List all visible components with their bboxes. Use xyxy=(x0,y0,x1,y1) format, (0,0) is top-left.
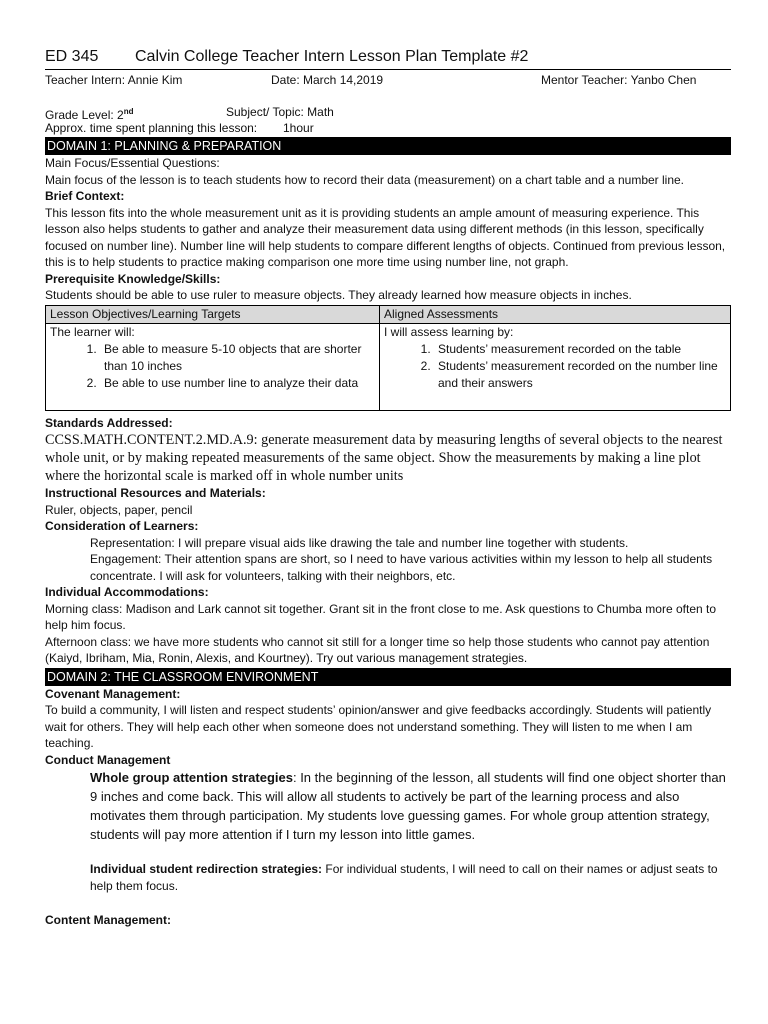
covenant-heading: Covenant Management: xyxy=(45,686,181,701)
individual-strategy xyxy=(45,861,731,894)
assessments-intro: I will assess learning by: xyxy=(384,324,514,339)
intern-info-row xyxy=(45,70,731,88)
resources-heading: Instructional Resources and Materials: xyxy=(45,486,266,500)
assessment-item: 1. Students’ measurement recorded on the table xyxy=(434,341,726,358)
content-management-heading: Content Management: xyxy=(45,913,171,927)
objectives-col-header: Lesson Objectives/Learning Targets xyxy=(46,305,380,323)
domain1-body-continued xyxy=(45,415,731,667)
focus-text: Main focus of the lesson is to teach students how to record their data (measurement) on a chart table and a number line. xyxy=(45,172,685,187)
teacher-intern: Teacher Intern: Annie Kim xyxy=(45,73,183,87)
lesson-plan-page xyxy=(45,46,731,929)
focus-heading: Main Focus/Essential Questions: xyxy=(45,156,220,170)
domain1-body xyxy=(45,155,731,304)
accommodations-heading: Individual Accommodations: xyxy=(45,585,209,599)
prereq-heading: Prerequisite Knowledge/Skills: xyxy=(45,271,221,286)
standards-heading: Standards Addressed: xyxy=(45,415,173,430)
conduct-heading: Conduct Management xyxy=(45,752,171,767)
objective-item: 1. Be able to measure 5-10 objects that are shorter than 10 inches xyxy=(100,341,375,375)
assessments-col-header: Aligned Assessments xyxy=(380,305,731,323)
assessment-item: 2. Students’ measurement recorded on the number line and their answers xyxy=(434,358,726,392)
representation-text: Representation: I will prepare visual aids like drawing the tale and number line together with students. xyxy=(90,535,629,550)
whole-group-strategy xyxy=(45,768,731,844)
planning-time-row xyxy=(45,120,731,136)
spacer xyxy=(45,894,731,912)
lesson-date: Date: March 14,2019 xyxy=(271,73,384,87)
objectives-table-row xyxy=(46,323,731,410)
standards-text: CCSS.MATH.CONTENT.2.MD.A.9: generate measurement data by measuring lengths of several objects to the nearest whole unit, or by making repeated measurements of the same object. Show the measurements by making a line plot where the horizontal scale is marked off in whole number units xyxy=(45,432,723,484)
morning-class-text: Morning class: Madison and Lark cannot sit together. Grant sit in the front close to me. Ask questions to Chumba more often to help him focus. xyxy=(45,601,717,632)
subject-topic: Subject/ Topic: Math xyxy=(226,105,334,119)
objective-item: 2. Be able to use number line to analyze their data xyxy=(100,375,375,392)
afternoon-class-text: Afternoon class: we have more students who cannot sit still for a longer time so help those students who cannot pay attention (Kaiyd, Ibriham, Mia, Ronin, Alexis, and Kourtney). Try out various management strategies. xyxy=(45,634,710,665)
covenant-text: To build a community, I will listen and respect students’ opinion/answer and give feedbacks accordingly. Students will patiently wait for others. They will help each other when someone does not understand something. They will listen to me when I am teaching. xyxy=(45,703,712,750)
objectives-table-header xyxy=(46,305,731,323)
context-text: This lesson fits into the whole measurement unit as it is providing students an ample amount of measuring experience. This lesson also helps students to gather and analyze their measurement data using different methods (in this lesson, specifically focused on number line). Number line will help students to compare different lengths of objects. Continued from previous lesson, this is to help students to practice making comparison one more time using number line, not graph. xyxy=(45,205,726,269)
spacer xyxy=(45,844,731,861)
grade-sup: nd xyxy=(123,107,134,116)
domain2-body xyxy=(45,686,731,929)
grade-row xyxy=(45,102,731,120)
assessments-cell xyxy=(380,323,731,410)
engagement-text: Engagement: Their attention spans are short, so I need to have various activities within my lesson to help all students concentrate. I will ask for volunteers, talking with their neighbors, etc. xyxy=(90,552,713,583)
resources-text: Ruler, objects, paper, pencil xyxy=(45,502,193,517)
domain1-bar: DOMAIN 1: PLANNING & PREPARATION xyxy=(45,137,731,155)
document-title xyxy=(45,46,731,68)
planning-time-label: Approx. time spent planning this lesson: xyxy=(45,121,258,135)
individual-text: For individual students, I will need to call on their names or adjust seats to help them focus. xyxy=(90,862,718,893)
grade-label: Grade Level: 2 xyxy=(45,108,124,122)
whole-group-heading: Whole group attention strategies xyxy=(90,770,293,785)
assessments-list xyxy=(384,341,726,392)
objectives-cell xyxy=(46,323,380,410)
objectives-table xyxy=(45,305,731,411)
prereq-text: Students should be able to use ruler to measure objects. They already learned how measure objects in inches. xyxy=(45,288,632,302)
objectives-list xyxy=(50,341,375,392)
domain2-bar: DOMAIN 2: THE CLASSROOM ENVIRONMENT xyxy=(45,668,731,686)
mentor-teacher: Mentor Teacher: Yanbo Chen xyxy=(541,73,697,87)
course-code: ED 345 xyxy=(45,48,99,65)
template-title: Calvin College Teacher Intern Lesson Plan Template #2 xyxy=(135,48,529,65)
whole-group-text: : In the beginning of the lesson, all students will find one object shorter than 9 inches and come back. This will allow all students to actively be part of the learning process and also motivates them through participation. My students love guessing games. For whole group attention strategy, students will pay more attention if I turn my lesson into little games. xyxy=(90,770,726,842)
planning-time-value: 1hour xyxy=(283,121,314,135)
objectives-intro: The learner will: xyxy=(50,324,135,339)
learners-heading: Consideration of Learners: xyxy=(45,519,199,533)
context-heading: Brief Context: xyxy=(45,189,125,203)
individual-heading: Individual student redirection strategies: xyxy=(90,862,323,876)
